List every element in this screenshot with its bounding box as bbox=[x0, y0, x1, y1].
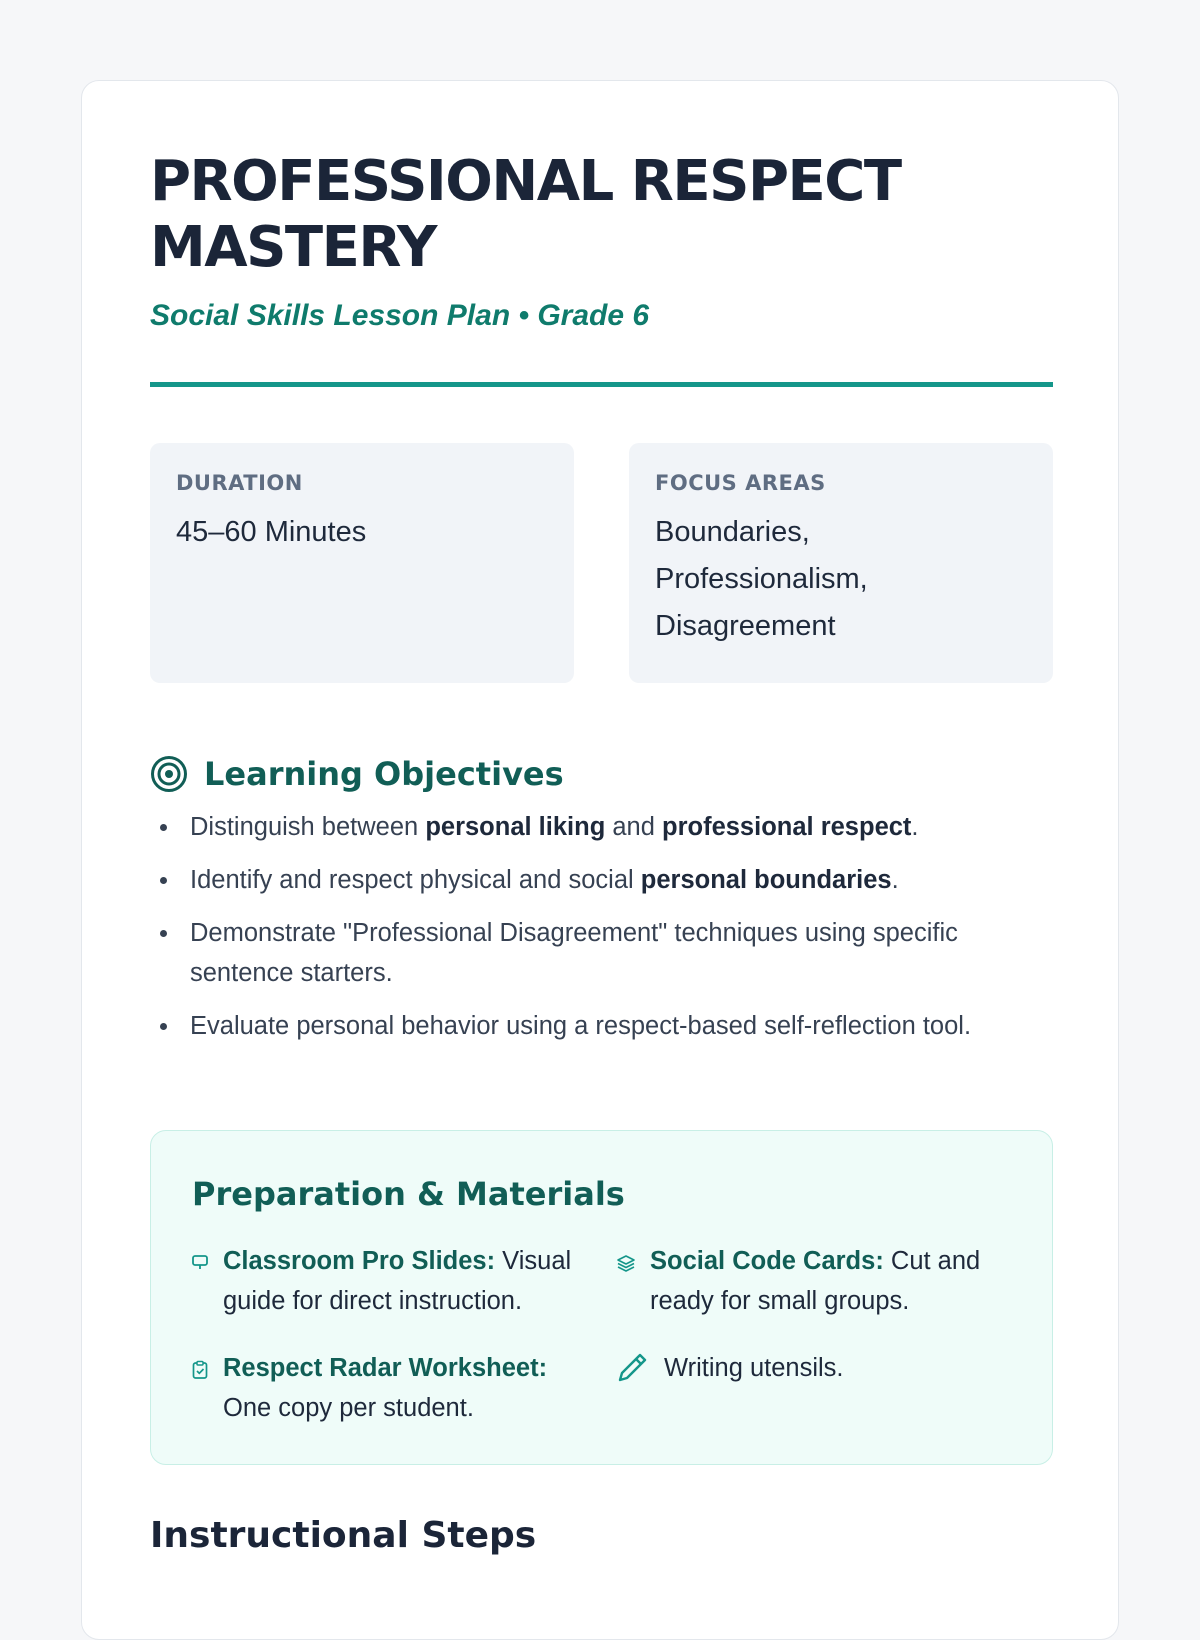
duration-value: 45–60 Minutes bbox=[176, 516, 367, 548]
materials-panel bbox=[150, 1130, 1053, 1465]
clipboard-check-icon bbox=[191, 1360, 209, 1380]
layers-icon bbox=[616, 1253, 636, 1273]
objectives-header bbox=[150, 753, 564, 795]
material-item-cards: Social Code Cards: Cut and ready for small groups. bbox=[616, 1241, 996, 1321]
objective-item: Distinguish between personal liking and professional respect. bbox=[150, 807, 1053, 847]
objectives-heading: Learning Objectives bbox=[204, 755, 564, 793]
duration-label: DURATION bbox=[176, 471, 303, 495]
page-subtitle: Social Skills Lesson Plan • Grade 6 bbox=[150, 299, 650, 332]
objective-item: Evaluate personal behavior using a respect-based self-reflection tool. bbox=[150, 1006, 1053, 1046]
objective-item: Demonstrate "Professional Disagreement" techniques using specific sentence starters. bbox=[150, 913, 1053, 993]
lesson-plan-card bbox=[81, 80, 1119, 1640]
objectives-list bbox=[150, 807, 1053, 1059]
page-title: PROFESSIONAL RESPECT MASTERY bbox=[150, 149, 901, 280]
objective-item: Identify and respect physical and social personal boundaries. bbox=[150, 860, 1053, 900]
pencil-icon bbox=[616, 1350, 650, 1384]
material-item-worksheet: Respect Radar Worksheet: One copy per student. bbox=[191, 1348, 581, 1428]
material-item-slides: Classroom Pro Slides: Visual guide for direct instruction. bbox=[191, 1241, 581, 1321]
focus-areas-value: Boundaries, Professionalism, Disagreement bbox=[655, 516, 868, 642]
materials-heading: Preparation & Materials bbox=[192, 1175, 625, 1213]
material-item-utensils: Writing utensils. bbox=[616, 1348, 996, 1388]
presentation-icon bbox=[191, 1253, 209, 1271]
title-divider bbox=[150, 382, 1053, 387]
target-icon bbox=[150, 755, 188, 793]
focus-areas-box bbox=[629, 443, 1053, 683]
duration-box bbox=[150, 443, 574, 683]
focus-areas-label: FOCUS AREAS bbox=[655, 471, 826, 495]
steps-heading: Instructional Steps bbox=[150, 1515, 537, 1556]
